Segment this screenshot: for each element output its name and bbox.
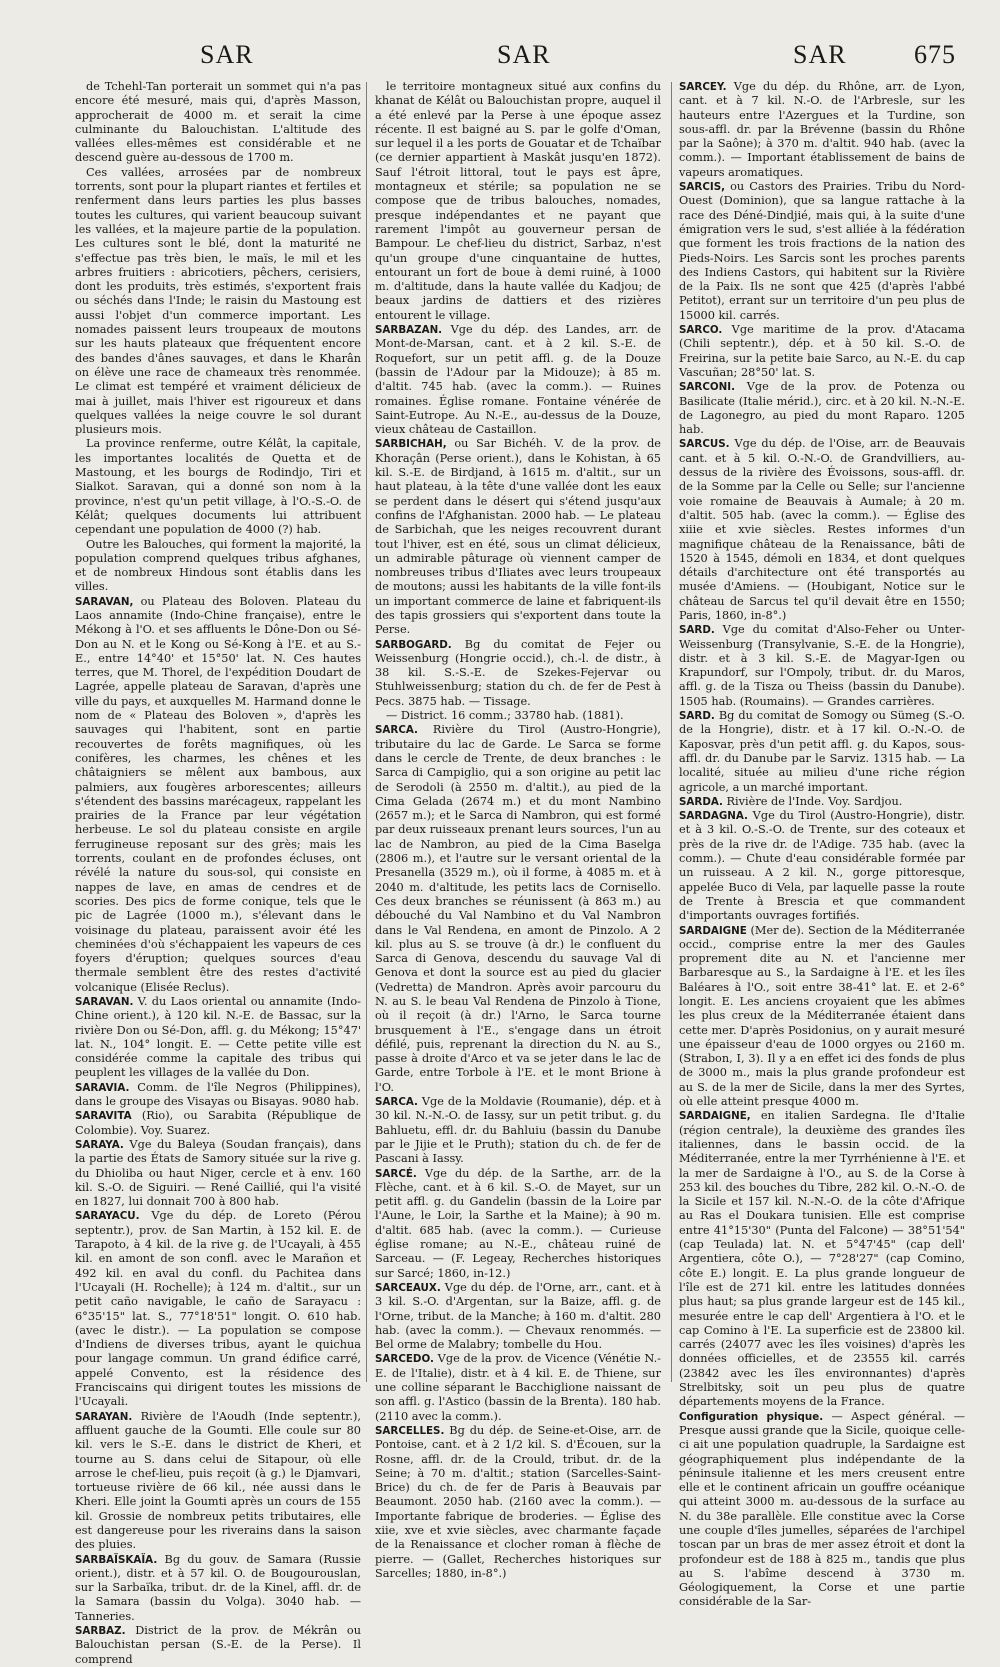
dictionary-entry xyxy=(375,80,661,323)
entry-headword: SARCA. xyxy=(375,724,418,737)
entry-text: Vge du comitat d'Also-Feher ou Unter-Weissenburg (Transylvanie, S.-E. de la Hongrie), distr. et à 3 kil. S.-E. de Magyar-Igen ou Krapundorf, sur l'Ompoly, tribut. dr. du Maros, affl. g. de la Tisza ou Theiss (bassin du Danube). 1505 hab. (Roumains). — Grandes carrières. xyxy=(679,623,965,708)
entry-text: (Rio), ou Sarabita (République de Colombie). Voy. Suarez. xyxy=(75,1109,361,1137)
running-head-left: SAR xyxy=(200,40,254,69)
dictionary-entry xyxy=(75,1209,361,1409)
entry-text: Bg du comitat de Fejer ou Weissenburg (Hongrie occid.), ch.-l. de distr., à 38 kil. S.-S.-E. de Szekes-Fejervar ou Stuhlweissenburg; station du ch. de fer de Pest à Pecs. 3875 hab. — Tissage. xyxy=(375,637,661,708)
dictionary-entry xyxy=(75,1553,361,1624)
column-1 xyxy=(75,80,361,1666)
entry-text: Rivière du Tirol (Austro-Hongrie), tributaire du lac de Garde. Le Sarca se forme dans le cercle de Trente, de deux branches : le Sarca di Campiglio, qui a son origine au petit lac de Serodoli (à 2550 m. d'altit.), au pied de la Cima Gelada (2674 m.) et du mont Nambino (2657 m.); et le Sarca di Nambron, qui est formé par deux ruisseaux prenant leurs sources, l'un au lac de Nambron, au pied de la Cima Baselga (2806 m.), et l'autre sur le versant oriental de la Presanella (3529 m.), où il forme, à 4085 m. et à 2040 m. d'altitude, les petits lacs de Cornisello. Ces deux branches se réunissent (à 863 m.) au débouché du Val Nambino et du Val Nambron dans le Val Rendena, en amont de Pinzolo. A 2 kil. plus au S. se trouve (à dr.) le confluent du Sarca di Genova, descendu du sauvage Val di Genova et dont la source est au pied du glacier (Vedretta) de Mandron. Après avoir parcouru du N. au S. le beau Val Rendena de Pinzolo à Tione, où il reçoit (à dr.) l'Arno, le Sarca tourne brusquement à l'E., s'engage dans un étroit défilé, puis, reprenant la direction du N. au S., passe à droite d'Arco et va se jeter dans le lac de Garde, entre Torbole à l'E. et le mont Brione à l'O. xyxy=(375,723,661,1094)
dictionary-entry xyxy=(75,1109,361,1138)
entry-headword: SARCA. xyxy=(375,1096,418,1109)
dictionary-entry xyxy=(75,166,361,438)
entry-headword: SARAVIA. xyxy=(75,1081,130,1094)
entry-headword: SARCIS, xyxy=(679,181,726,194)
entry-headword: SARCUS. xyxy=(679,438,730,451)
dictionary-entry xyxy=(679,1109,965,1409)
entry-text: — Aspect général. — Presque aussi grande que la Sicile, quoique celle-ci ait une population quadruple, la Sardaigne est géographiquement plus indépendante de la péninsule italienne et les mers creusent entre elle et le continent africain un gouffre océanique qui atteint 3000 m. au-dessous de la surface au N. du 38e parallèle. Elle constitue avec la Corse une couple d'îles jumelles, séparées de l'archipel toscan par un bras de mer assez étroit et dont la profondeur est de 188 à 825 m., tandis que plus au S. l'abîme descend à 3730 m. Géologiquement, la Corse et une partie considérable de la Sar- xyxy=(679,1409,965,1609)
entry-text: ou Plateau des Boloven. Plateau du Laos annamite (Indo-Chine française), entre le Mékong à l'O. et ses affluents le Dône-Don ou Sé-Don au N. et le Kong ou Sé-Kong à l'E. et au S.-E., entre 14°40' et 15°50' lat. N. Ces hautes terres, que M. Thorel, de l'expédition Doudart de Lagrée, appelle plateau de Saravan, d'après une ville du pays, et auxquelles M. Harmand donne le nom de « Plateau des Boloven », d'après les sauvages qui l'habitent, sont en partie recouvertes de forêts magnifiques, où les conifères, les charmes, les chênes et les châtaigniers se mêlent aux bambous, aux palmiers, aux fougères arborescentes; ailleurs s'étendent des bassins marécageux, rappelant les prairies de la France par leur végétation herbeuse. Le sol du plateau consiste en argile ferrugineuse reposant sur des grès; mais les torrents, coulant en de profondes écluses, ont révélé la nature du sous-sol, qui consiste en nappes de lave, en amas de cendres et de scories. Des pics de forme conique, tels que le pic de Lagrée (1000 m.), s'élevant dans le voisinage du plateau, paraissent avoir été les cheminées d'où s'échappaient les vapeurs de ces foyers d'éruption; quelques sources d'eau thermale semblent être des restes d'activité volcanique (Elisée Reclus). xyxy=(75,594,361,994)
entry-headword: SARCEY. xyxy=(679,81,727,93)
entry-headword: SARDAIGNE, xyxy=(679,1110,751,1123)
entry-headword: SARAYAN. xyxy=(75,1410,133,1423)
entry-headword: SARCONI. xyxy=(679,381,735,394)
entry-text: Vge maritime de la prov. d'Atacama (Chili septentr.), dép. et à 50 kil. S.-O. de Freirina, sur la petite baie Sarco, au N.-E. du cap Vascuñan; 28°50' lat. S. xyxy=(679,323,965,379)
entry-text: Vge du dép. de Loreto (Pérou septentr.), prov. de San Martin, à 152 kil. E. de Tarapoto, à 4 kil. de la rive g. de l'Ucayali, à 455 kil. en amont de son confl. avec le Marañon et 492 kil. en aval du confl. du Pachitea dans l'Ucayali (H. Rochelle); à 124 m. d'altit., sur un petit caño navigable, le caño de Sarayacu : 6°35'15" lat. S., 77°18'51" longit. O. 610 hab. (avec le distr.). — La population se compose d'Indiens de diverses tribus, ayant le quichua pour langage commun. Un grand édifice carré, appelé Convento, est la résidence des Franciscains qui dirigent toutes les missions de l'Ucayali. xyxy=(75,1209,361,1409)
dictionary-entry xyxy=(679,623,965,709)
entry-text: le territoire montagneux situé aux confins du khanat de Kélât ou Balouchistan propre, auquel il a été enlevé par la Perse à une époque assez récente. Il est baigné au S. par le golfe d'Oman, sur lequel il a les ports de Gouatar et de Tchaïbar (ce dernier appartient à Maskât jusqu'en 1872). Sauf l'étroit littoral, tout le pays est âpre, montagneux et stérile; sa population ne se compose que de tribus balouches, nomades, presque indépendantes et ne payant que rarement l'impôt au gouverneur persan de Bampour. Le chef-lieu du district, Sarbaz, n'est qu'un groupe d'une cinquantaine de huttes, entourant un fort de boue à demi ruiné, à 1000 m. d'altitude, dans la haute vallée du Kadjou; de beaux jardins de dattiers et des rizières entourent le village. xyxy=(375,80,661,322)
dictionary-entry xyxy=(75,1624,361,1667)
column-3 xyxy=(679,80,965,1609)
entry-headword: SARAYA. xyxy=(75,1138,124,1151)
dictionary-entry xyxy=(375,1424,661,1581)
entry-text: Vge du dép. de l'Oise, arr. de Beauvais cant. et à 5 kil. O.-N.-O. de Grandvilliers, au-dessus de la rivière des Évoissons, sous-affl. dr. de la Somme par la Celle ou Selle; sur l'ancienne voie romaine de Beauvais à Aumale; à 20 m. d'altit. 505 hab. (avec la comm.). — Église des xiiie et xvie siècles. Restes informes d'un magnifique château de la Renaissance, bâti de 1520 à 1545, démoli en 1834, et dont quelques détails d'architecture ont été transportés au musée d'Amiens. — (Houbigant, Notice sur le château de Sarcus tel qu'il devait être en 1550; Paris, 1860, in-8°.) xyxy=(679,437,965,622)
entry-text: Bg du dép. de Seine-et-Oise, arr. de Pontoise, cant. et à 2 1/2 kil. S. d'Écouen, sur la Rosne, affl. dr. de la Crould, tribut. dr. de la Seine; à 70 m. d'altit.; station (Sarcelles-Saint-Brice) du ch. de fer de Paris à Beauvais par Beaumont. 2050 hab. (2160 avec la comm.). — Importante fabrique de broderies. — Église des xiie, xve et xvie siècles, avec charmante façade de la Renaissance et clocher roman à flèche de pierre. — (Gallet, Recherches historiques sur Sarcelles; 1880, in-8°.) xyxy=(375,1423,661,1580)
entry-headword: SARBAZAN. xyxy=(375,324,443,337)
entry-headword: SARD. xyxy=(679,624,715,637)
dictionary-entry xyxy=(375,323,661,437)
entry-headword: SARAVAN. xyxy=(75,996,134,1008)
entry-text: La province renferme, outre Kélât, la capitale, les importantes localités de Quetta et de Mastoung, et les bourgs de Rodindjo, Tiri et Sialkot. Saravan, qui a donné son nom à la province, n'est qu'un petit village, à l'O.-S.-O. de Kélât; quelques documents lui attribuent cependant une population de 4000 (?) hab. xyxy=(75,437,361,537)
dictionary-entry xyxy=(679,380,965,437)
entry-text: Vge du dép. de la Sarthe, arr. de la Flèche, cant. et à 6 kil. S.-O. de Mayet, sur un petit affl. g. du Gandelin (bassin de la Loire par l'Aune, le Loir, la Sarthe et la Maine); à 90 m. d'altit. 685 hab. (avec la comm.). — Curieuse église romane; au N.-E., château ruiné de Sarceau. — (F. Legeay, Recherches historiques sur Sarcé; 1860, in-12.) xyxy=(375,1166,661,1280)
entry-text: Vge de la prov. de Potenza ou Basilicate (Italie mérid.), circ. et à 20 kil. N.-N.-E. de Lagonegro, au pied du mont Raparo. 1205 hab. xyxy=(679,380,965,437)
entry-headword: SARBAÏSKAÏA. xyxy=(75,1553,158,1566)
column-2 xyxy=(375,80,661,1580)
entry-headword: SARCÉ. xyxy=(375,1167,417,1180)
dictionary-entry xyxy=(679,1410,965,1610)
dictionary-entry xyxy=(75,1138,361,1209)
dictionary-entry xyxy=(679,80,965,180)
entry-text: Vge du dép. de l'Orne, arr., cant. et à 3 kil. S.-O. d'Argentan, sur la Baize, affl. g. de l'Orne, tribut. de la Manche; à 160 m. d'altit. 280 hab. (avec la comm.). — Chevaux renommés. — Bel orme de Malabry; tombelle du Hou. xyxy=(375,1280,661,1352)
dictionary-entry xyxy=(75,995,361,1081)
entry-headword: SARDA. xyxy=(679,795,723,808)
entry-headword: SARAVAN, xyxy=(75,595,134,608)
entry-text: Rivière de l'Aoudh (Inde septentr.), affluent gauche de la Goumti. Elle coule sur 80 kil. vers le S.-E. dans le district de Kheri, et tourne au S. dans celui de Sitapour, où elle arrose le chef-lieu, puis reçoit (à g.) le Djamvari, tortueuse rivière de 66 kil., née aussi dans le Kheri. Elle joint la Goumti après un cours de 155 kil. Grossie de nombreux petits tributaires, elle est dangereuse pour les riverains dans la saison des pluies. xyxy=(75,1409,361,1552)
entry-text: Ces vallées, arrosées par de nombreux torrents, sont pour la plupart riantes et fertiles et renferment dans leurs parties les plus basses toutes les cultures, qui varient beaucoup suivant les vallées, et la majeure partie de la population. Les cultures sont le blé, dont la maturité ne s'effectue pas très bien, le maïs, le mil et les arbres fruitiers : abricotiers, pêchers, cerisiers, dont les produits, très estimés, s'exportent frais ou séchés dans l'Inde; le raisin du Mastoung est aussi l'objet d'un commerce important. Les nomades paissent leurs troupeaux de moutons sur les hauts plateaux que fréquentent encore des bandes d'ânes sauvages, et dans le Kharân on élève une race de chameaux très renommée. Le climat est tempéré et vraiment délicieux de mai à juillet, mais l'hiver est rigoureux et dans quelques vallées la neige couvre le sol durant plusieurs mois. xyxy=(75,165,361,437)
entry-text: Vge du dép. du Rhône, arr. de Lyon, cant. et à 7 kil. N.-O. de l'Arbresle, sur les hauteurs entre l'Azergues et la Turdine, son sous-affl. dr. par la Brévenne (bassin du Rhône par la Saône); à 370 m. d'altit. 940 hab. (avec la comm.). — Important établissement de bains de vapeurs aromatiques. xyxy=(679,80,965,179)
dictionary-entry xyxy=(375,638,661,709)
dictionary-entry xyxy=(679,180,965,323)
entry-text: V. du Laos oriental ou annamite (Indo-Chine orient.), à 120 kil. N.-E. de Bassac, sur la rivière Don ou Sé-Don, affl. g. du Mékong; 15°47' lat. N., 104° longit. E. — Cette petite ville est considérée comme la capitale des tribus qui peuplent les villages de la vallée du Don. xyxy=(75,995,361,1080)
entry-headword: SARD. xyxy=(679,710,715,723)
running-head-center: SAR xyxy=(497,40,551,69)
dictionary-entry xyxy=(679,924,965,1110)
dictionary-entry xyxy=(375,437,661,637)
entry-text: ou Sar Bichéh. V. de la prov. de Khoraçân (Perse orient.), dans le Kohistan, à 65 kil. S.-E. de Birdjand, à 1615 m. d'altit., sur un haut plateau, à la tête d'une vallée dont les eaux se perdent dans le désert qui s'étend jusqu'aux confins de l'Afghanistan. 2000 hab. — Le plateau de Sarbichah, que les neiges recouvrent durant tout l'hiver, est en été, sous un climat délicieux, un admirable pâturage où viennent camper de nombreuses tribus d'Iliates avec leurs troupeaux de moutons; aussi les habitants de la ville font-ils un important commerce de laine et fabriquent-ils des tapis grossiers qui s'exportent dans toute la Perse. xyxy=(375,437,661,637)
dictionary-entry xyxy=(375,1095,661,1166)
entry-text: (Mer de). Section de la Méditerranée occid., comprise entre la mer des Gaules proprement dite au N. et l'ancienne mer Barbaresque au S., la Sardaigne à l'E. et les îles Baléares à l'O., soit entre 38-41° lat. E. et 2-6° longit. E. Les anciens croyaient que les abîmes les plus creux de la Méditerranée étaient dans cette mer. D'après Posidonius, on y aurait mesuré une épaisseur d'eau de 1000 orgyes ou 2160 m. (Strabon, I, 3). Il y a en effet ici des fonds de plus de 3000 m., mais la plus grande profondeur est au S. de la mer de Sicile, dans la mer des Syrtes, où elle atteint presque 4000 m. xyxy=(679,923,965,1109)
entry-headword: SARDAGNA. xyxy=(679,810,748,823)
dictionary-entry xyxy=(375,723,661,1095)
entry-headword: SARCO. xyxy=(679,324,723,337)
dictionary-entry xyxy=(679,809,965,923)
column-rule xyxy=(366,82,367,1382)
entry-text: Bg du gouv. de Samara (Russie orient.), distr. et à 57 kil. O. de Bougourouslan, sur la Sarbaïka, tribut. dr. de la Kinel, affl. dr. de la Samara (bassin du Volga). 3040 hab. — Tanneries. xyxy=(75,1552,361,1623)
dictionary-entry xyxy=(75,1081,361,1110)
entry-text: District de la prov. de Mékrân ou Balouchistan persan (S.-E. de la Perse). Il comprend xyxy=(75,1624,361,1666)
dictionary-entry xyxy=(75,595,361,995)
entry-headword: SARAVITA xyxy=(75,1110,132,1123)
dictionary-entry xyxy=(679,323,965,380)
dictionary-entry xyxy=(679,437,965,623)
dictionary-entry xyxy=(679,709,965,795)
entry-text: Vge du dép. des Landes, arr. de Mont-de-Marsan, cant. et à 2 kil. S.-E. de Roquefort, sur un petit affl. g. de la Douze (bassin de l'Adour par la Midouze); à 85 m. d'altit. 745 hab. (avec la comm.). — Ruines romaines. Église romane. Fontaine vénérée de Saint-Eutrope. Au N.-E., au-dessus de la Douze, vieux château de Castaillon. xyxy=(375,323,661,437)
dictionary-entry xyxy=(679,795,965,809)
entry-text: Vge de la Moldavie (Roumanie), dép. et à 30 kil. N.-N.-O. de Iassy, sur un petit tribut. g. du Bahluetu, effl. dr. du Bahluiu (bassin du Danube par le Jijie et le Pruth); station du ch. de fer de Pascani à Iassy. xyxy=(375,1095,661,1166)
entry-text: Vge du Tirol (Austro-Hongrie), distr. et à 3 kil. O.-S.-O. de Trente, sur des coteaux et près de la rive dr. de l'Adige. 735 hab. (avec la comm.). — Chute d'eau considérable formée par un ruisseau. A 2 kil. N., gorge pittoresque, appelée Buco di Vela, par laquelle passe la route de Trente à Brescia et que commandent d'importants ouvrages fortifiés. xyxy=(679,809,965,923)
dictionary-entry xyxy=(75,437,361,537)
column-rule xyxy=(671,82,672,1382)
dictionary-entry xyxy=(75,1410,361,1553)
entry-headword: SARCELLES. xyxy=(375,1424,445,1437)
dictionary-entry xyxy=(375,1352,661,1423)
entry-text: — District. 16 comm.; 33780 hab. (1881). xyxy=(386,709,624,723)
entry-text: ou Castors des Prairies. Tribu du Nord-Ouest (Dominion), que sa langue rattache à la race des Déné-Dindjié, mais qui, à la suite d'une émigration vers le sud, s'est alliée à la fédération que forment les trois fractions de la nation des Pieds-Noirs. Les Sarcis sont les proches parents des Indiens Castors, qui habitent sur la Rivière de la Paix. Ils ne sont que 425 (d'après l'abbé Petitot), errant sur un territoire d'un peu plus de 15000 kil. carrés. xyxy=(679,180,965,322)
entry-headword: SARBOGARD. xyxy=(375,638,452,651)
entry-text: en italien Sardegna. Ile d'Italie (région centrale), la deuxième des grandes îles italiennes, dans le bassin occid. de la Méditerranée, entre la mer Tyrrhénienne à l'E. et la mer de Sardaigne à l'O., au S. de la Corse à 253 kil. des bouches du Tibre, 282 kil. O.-N.-O. de la Sicile et 157 kil. N.-N.-O. de la côte d'Afrique au Ras el Doukara tunisien. Elle est comprise entre 41°15'30" (Punta del Falcone) — 38°51'54" (cap Teulada) lat. N. et 5°47'45" (cap dell' Argentiera, côte O.), — 7°28'27" (cap Comino, côte E.) longit. E. La plus grande longueur de l'île est de 271 kil. entre les latitudes données plus haut; sa plus grande largeur est de 145 kil., mesurée entre le cap dell' Argentiera à l'O. et le cap Comino à l'E. La superficie est de 23800 kil. carrés (24077 avec les îles voisines) d'après les données officielles, et de 23555 kil. carrés (23842 avec les îles environnantes) d'après Strelbitsky, soit un peu plus de quatre départements moyens de la France. xyxy=(679,1109,965,1409)
entry-headword: SARCEAUX. xyxy=(375,1281,441,1294)
dictionary-entry xyxy=(375,1167,661,1281)
page-number: 675 xyxy=(914,40,956,69)
entry-text: Bg du comitat de Somogy ou Sümeg (S.-O. de la Hongrie), distr. et à 17 kil. O.-N.-O. de Kaposvar, près d'un petit affl. g. du Kapos, sous-affl. dr. du Danube par le Sarviz. 1315 hab. — La localité, située au milieu d'une riche région agricole, a un marché important. xyxy=(679,709,965,794)
entry-text: Vge du Baleya (Soudan français), dans la partie des États de Samory située sur la rive g. du Dhioliba ou haut Niger, cercle et à env. 160 kil. S.-O. de Siguiri. — René Caillié, qui l'a visité en 1827, lui donnait 700 à 800 hab. xyxy=(75,1137,361,1209)
entry-headword: SARCEDO. xyxy=(375,1353,434,1366)
entry-text: Rivière de l'Inde. Voy. Sardjou. xyxy=(722,794,903,808)
dictionary-entry xyxy=(75,80,361,166)
entry-text: Outre les Balouches, qui forment la majorité, la population comprend quelques tribus afghanes, et de nombreux Hindous sont établis dans les villes. xyxy=(75,537,361,594)
entry-headword: Configuration physique. xyxy=(679,1410,824,1423)
entry-headword: SARDAIGNE xyxy=(679,924,747,937)
dictionary-entry xyxy=(375,709,661,723)
entry-headword: SARAYACU. xyxy=(75,1210,140,1223)
running-head-right: SAR xyxy=(793,40,847,69)
entry-text: Comm. de l'île Negros (Philippines), dans le groupe des Visayas ou Bisayas. 9080 hab. xyxy=(75,1080,361,1109)
dictionary-entry xyxy=(75,538,361,595)
entry-headword: SARBAZ. xyxy=(75,1625,126,1638)
entry-text: Vge de la prov. de Vicence (Vénétie N.-E. de l'Italie), distr. et à 4 kil. E. de Thiene, sur une colline séparant le Bacchiglione naissant de son affl. g. l'Astico (bassin de la Brenta). 180 hab. (2110 avec la comm.). xyxy=(375,1352,661,1423)
dictionary-entry xyxy=(375,1281,661,1352)
entry-text: de Tchehl-Tan porterait un sommet qui n'a pas encore été mesuré, mais qui, d'après Masson, approcherait de 4000 m. et serait la cime culminante du Balouchistan. L'altitude des vallées elles-mêmes est considérable et ne descend guère au-dessous de 1700 m. xyxy=(75,80,361,165)
entry-headword: SARBICHAH, xyxy=(375,438,447,451)
